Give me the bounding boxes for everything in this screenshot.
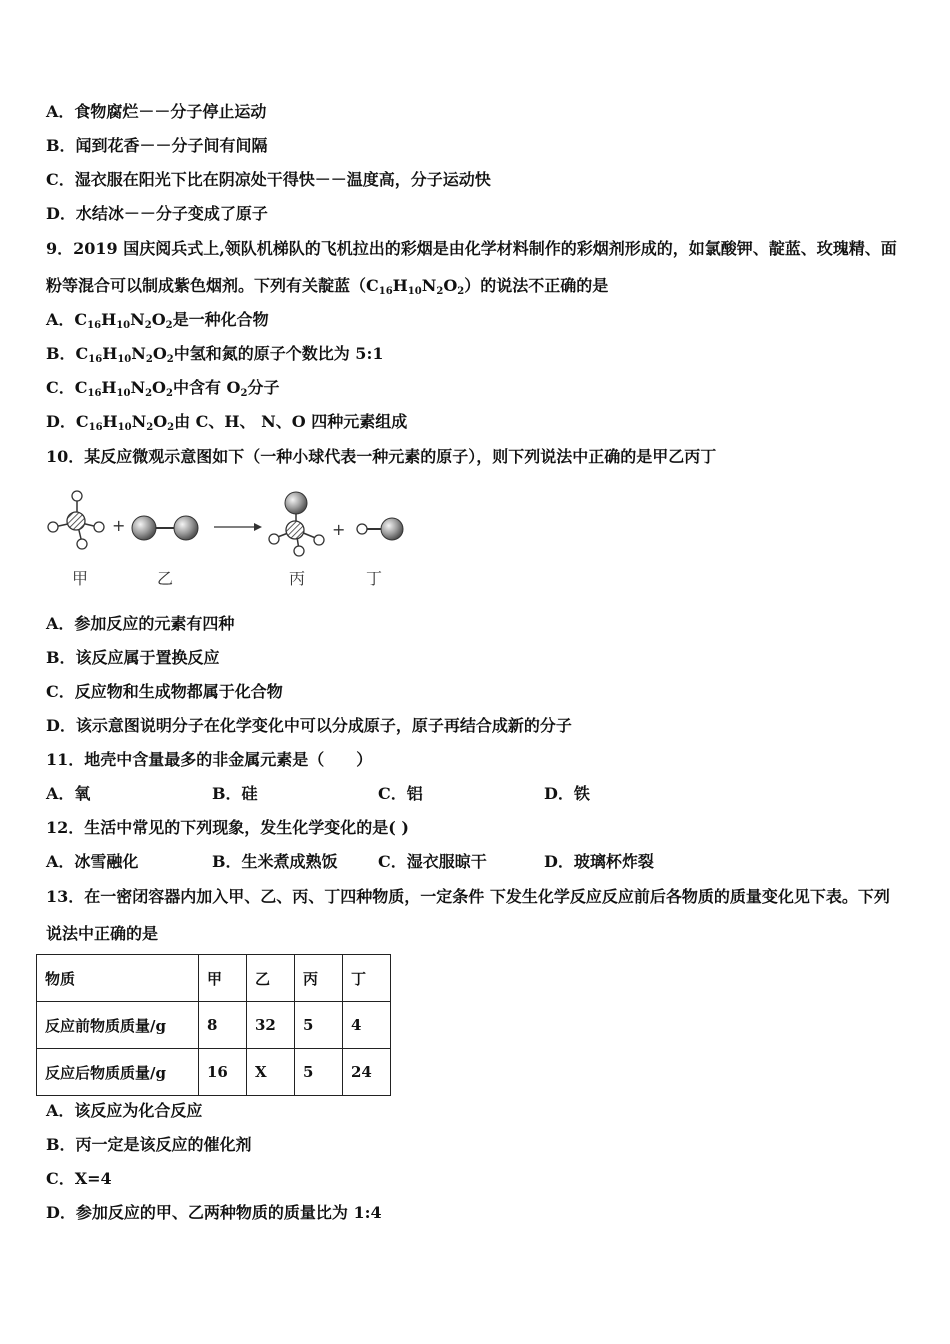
q9-stem-line1: 9．2019 国庆阅兵式上,领队机梯队的飞机拉出的彩烟是由化学材料制作的彩烟剂形成的，如氯酸钾、靛蓝、玫瑰精、面 (46, 239, 897, 258)
reaction-arrow (214, 523, 262, 531)
q9-option-c: C．$C_{16}H_{10}N_2O_2$中含有 $O_2$分子 (46, 378, 280, 399)
table-row (37, 1002, 391, 1049)
q12-option-a: A．冰雪融化 (46, 852, 139, 871)
q12-option-d: D．玻璃杯炸裂 (544, 852, 654, 871)
q11-option-b: B．硅 (212, 784, 258, 803)
table-cell: 反应后物质质量/g (37, 1049, 199, 1096)
table-cell: X (247, 1049, 295, 1096)
q10-stem: 10．某反应微观示意图如下（一种小球代表一种元素的原子），则下列说法中正确的是甲乙丙丁 (46, 447, 717, 466)
q13-option-d: D．参加反应的甲、乙两种物质的质量比为 1:4 (46, 1203, 382, 1222)
q8-option-a: A．食物腐烂－－分子停止运动 (46, 102, 267, 121)
q12-options (46, 852, 710, 872)
q10-option-a: A．参加反应的元素有四种 (46, 614, 235, 633)
q8-option-b: B．闻到花香－－分子间有间隔 (46, 136, 268, 155)
q10-option-b: B．该反应属于置换反应 (46, 648, 220, 667)
q9-stem-line2: 粉等混合可以制成紫色烟剂。下列有关靛蓝$(C_{16}H_{10}N_2O_2)$的说法不正确的是 (46, 276, 609, 297)
label-yi: 乙 (157, 569, 174, 588)
q9-option-d: D．$C_{16}H_{10}N_2O_2$由 C、H、 N、O 四种元素组成 (46, 412, 408, 433)
q12-option-b: B．生米煮成熟饭 (212, 852, 338, 871)
table-cell: 32 (247, 1002, 295, 1049)
q11-option-c: C．铝 (378, 784, 423, 803)
q13-stem-line1: 13．在一密闭容器内加入甲、乙、丙、丁四种物质，一定条件 下发生化学反应反应前后各物质的质量变化见下表。下列 (46, 887, 890, 906)
label-bing: 丙 (289, 569, 306, 588)
table-header-cell: 甲 (199, 955, 247, 1002)
plus-sign-1: + (112, 516, 126, 535)
q11-option-a: A．氧 (46, 784, 91, 803)
q11-option-d: D．铁 (544, 784, 590, 803)
plus-sign-2: + (332, 520, 346, 539)
table-cell: 24 (343, 1049, 391, 1096)
q13-stem-line2: 说法中正确的是 (46, 924, 159, 943)
table-cell: 8 (199, 1002, 247, 1049)
q12-option-c: C．湿衣服晾干 (378, 852, 487, 871)
q9-option-a: A．$C_{16}H_{10}N_2O_2$是一种化合物 (46, 310, 269, 331)
label-jia: 甲 (72, 569, 89, 588)
molecule-ding (357, 518, 403, 540)
molecule-bing (269, 492, 324, 556)
q9-option-b: B．$C_{16}H_{10}N_2O_2$中氢和氮的原子个数比为 5:1 (46, 344, 384, 365)
q13-option-b: B．丙一定是该反应的催化剂 (46, 1135, 252, 1154)
table-cell: 5 (295, 1002, 343, 1049)
table-header-cell: 丙 (295, 955, 343, 1002)
q13-option-a: A．该反应为化合反应 (46, 1101, 203, 1120)
molecule-jia (48, 491, 104, 549)
q13-option-c: C．X=4 (46, 1169, 112, 1188)
q11-options (46, 784, 710, 804)
table-header-row (37, 955, 391, 1002)
q8-option-c: C．湿衣服在阳光下比在阴凉处干得快－－温度高，分子运动快 (46, 170, 491, 189)
mass-table (36, 954, 391, 1096)
label-ding: 丁 (366, 569, 383, 588)
table-row (37, 1049, 391, 1096)
q11-stem: 11．地壳中含量最多的非金属元素是（ ） (46, 750, 373, 769)
table-cell: 反应前物质质量/g (37, 1002, 199, 1049)
table-cell: 5 (295, 1049, 343, 1096)
q8-option-d: D．水结冰－－分子变成了原子 (46, 204, 268, 223)
table-header-cell: 物质 (37, 955, 199, 1002)
table-header-cell: 乙 (247, 955, 295, 1002)
q10-option-d: D．该示意图说明分子在化学变化中可以分成原子，原子再结合成新的分子 (46, 716, 572, 735)
molecule-yi (132, 516, 198, 540)
q10-option-c: C．反应物和生成物都属于化合物 (46, 682, 283, 701)
table-cell: 4 (343, 1002, 391, 1049)
reaction-diagram (40, 483, 420, 593)
q12-stem: 12．生活中常见的下列现象，发生化学变化的是( ) (46, 818, 409, 837)
table-cell: 16 (199, 1049, 247, 1096)
table-header-cell: 丁 (343, 955, 391, 1002)
